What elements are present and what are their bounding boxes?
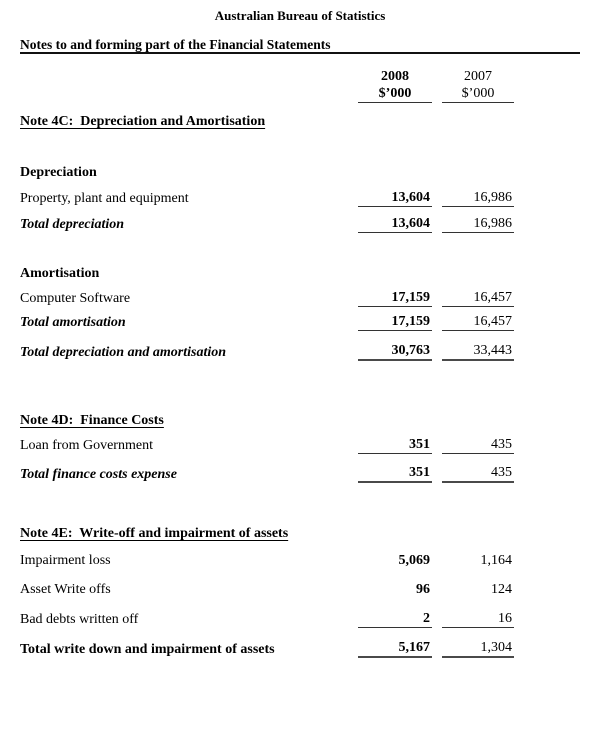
note-4d-title: Note 4D: Finance Costs xyxy=(20,413,164,428)
doc-header: Notes to and forming part of the Financial Statements xyxy=(20,37,580,54)
value-2008: 30,763 xyxy=(358,343,432,361)
column-header-2008 xyxy=(358,68,432,103)
value-2007: 16 xyxy=(442,611,514,628)
value-2007: 435 xyxy=(442,437,514,454)
value-2008: 5,167 xyxy=(358,640,432,658)
value-2007: 1,164 xyxy=(480,553,512,568)
column-unit-2008: $’000 xyxy=(378,86,412,101)
value-2008: 351 xyxy=(358,437,432,454)
value-2008: 351 xyxy=(358,465,432,483)
value-2007: 124 xyxy=(491,582,512,597)
value-2007: 33,443 xyxy=(442,343,514,361)
right-spacer xyxy=(514,68,580,103)
column-unit-2007: $’000 xyxy=(461,86,495,101)
value-2008: 17,159 xyxy=(358,290,432,307)
grand-total-row xyxy=(20,343,580,361)
value-2007: 16,986 xyxy=(442,216,514,233)
column-headers xyxy=(20,68,580,103)
value-2007: 16,457 xyxy=(442,290,514,307)
total-label: Total depreciation xyxy=(20,217,125,232)
amortisation-heading: Amortisation xyxy=(20,266,100,281)
value-2007: 1,304 xyxy=(442,640,514,658)
row-label: Asset Write offs xyxy=(20,582,111,597)
value-2008: 2 xyxy=(358,611,432,628)
row-label: Impairment loss xyxy=(20,553,111,568)
grand-total-label: Total depreciation and amortisation xyxy=(20,345,227,360)
total-row xyxy=(20,216,580,233)
table-row xyxy=(20,553,580,569)
table-row xyxy=(20,611,580,628)
table-row xyxy=(20,290,580,307)
value-2007: 16,986 xyxy=(442,190,514,207)
value-2008: 17,159 xyxy=(358,314,432,331)
column-year-2007: 2007 xyxy=(464,69,492,84)
row-label: Property, plant and equipment xyxy=(20,191,189,206)
column-header-spacer xyxy=(20,68,358,103)
total-row xyxy=(20,465,580,483)
row-label: Computer Software xyxy=(20,291,131,306)
column-gap xyxy=(432,68,442,103)
value-2007: 16,457 xyxy=(442,314,514,331)
total-label: Total write down and impairment of assets xyxy=(20,642,275,657)
total-label: Total amortisation xyxy=(20,315,126,330)
total-row xyxy=(20,640,580,658)
value-2008: 13,604 xyxy=(358,216,432,233)
note-4c-title: Note 4C: Depreciation and Amortisation xyxy=(20,114,266,129)
page-title: Australian Bureau of Statistics xyxy=(214,8,386,23)
note-4e-title: Note 4E: Write-off and impairment of assets xyxy=(20,526,289,541)
row-label: Bad debts written off xyxy=(20,612,139,627)
total-row xyxy=(20,314,580,331)
column-year-2008: 2008 xyxy=(381,69,409,84)
value-2008: 96 xyxy=(416,582,430,597)
total-label: Total finance costs expense xyxy=(20,467,177,482)
row-label: Loan from Government xyxy=(20,438,153,453)
value-2008: 13,604 xyxy=(358,190,432,207)
depreciation-heading: Depreciation xyxy=(20,165,97,180)
column-header-2007 xyxy=(442,68,514,103)
table-row xyxy=(20,437,580,454)
value-2008: 5,069 xyxy=(398,553,430,568)
value-2007: 435 xyxy=(442,465,514,483)
table-row xyxy=(20,582,580,598)
table-row xyxy=(20,190,580,207)
